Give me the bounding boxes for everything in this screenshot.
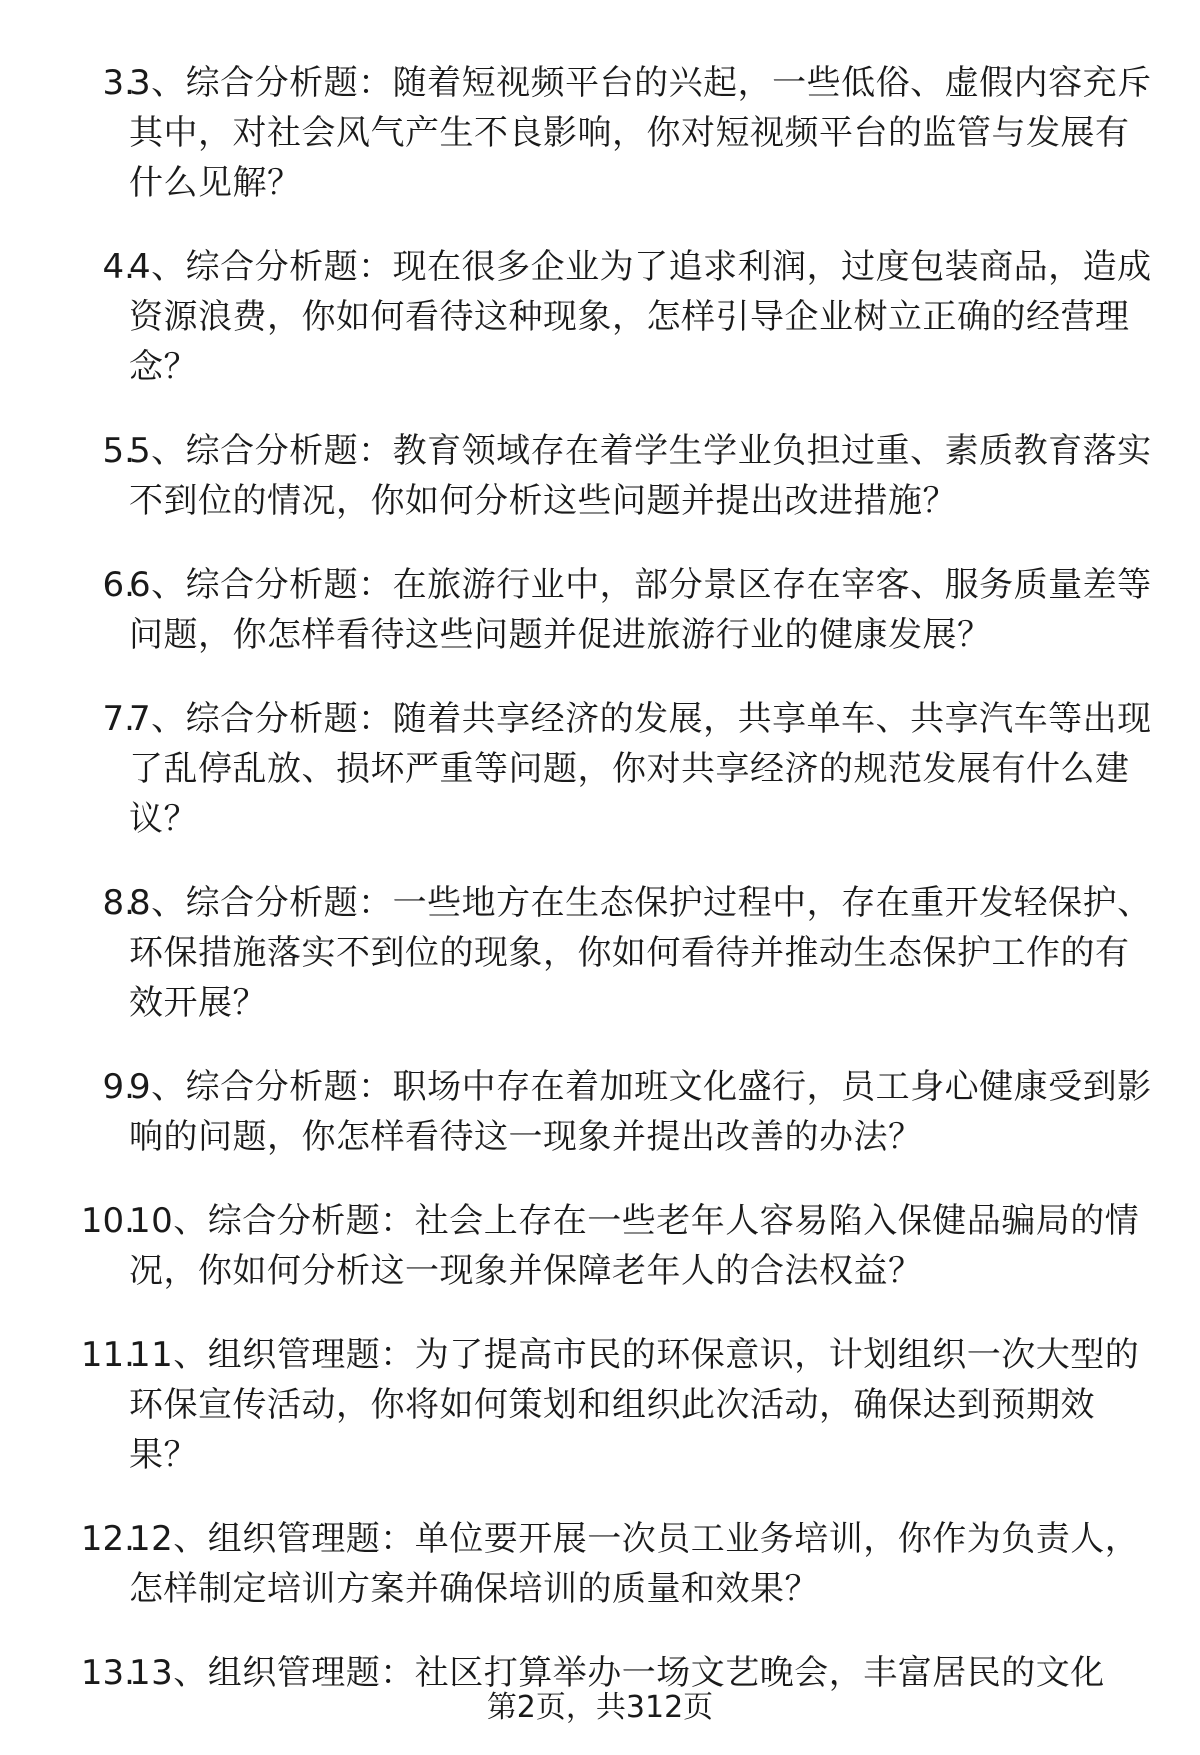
question-text: 3、综合分析题：随着短视频平台的兴起，一些低俗、虚假内容充斥其中，对社会风气产生不良影响，你对短视频平台的监管与发展有什么见解？ xyxy=(129,63,1152,203)
question-text: 12、组织管理题：单位要开展一次员工业务培训，你作为负责人，怎样制定培训方案并确保培训的质量和效果？ xyxy=(129,1519,1140,1609)
question-number: 9. xyxy=(102,1067,135,1107)
question-text: 9、综合分析题：职场中存在着加班文化盛行，员工身心健康受到影响的问题，你怎样看待这一现象并提出改善的办法？ xyxy=(129,1067,1152,1157)
question-text: 5、综合分析题：教育领域存在着学生学业负担过重、素质教育落实不到位的情况，你如何分析这些问题并提出改进措施？ xyxy=(129,431,1152,521)
question-text: 11、组织管理题：为了提高市民的环保意识，计划组织一次大型的环保宣传活动，你将如何策划和组织此次活动，确保达到预期效果？ xyxy=(129,1335,1140,1475)
question-number: 5. xyxy=(102,431,135,471)
question-number: 10. xyxy=(80,1201,135,1241)
question-text: 7、综合分析题：随着共享经济的发展，共享单车、共享汽车等出现了乱停乱放、损坏严重等问题，你对共享经济的规范发展有什么建议？ xyxy=(129,699,1152,839)
question-number: 7. xyxy=(102,699,135,739)
list-item xyxy=(0,426,1200,526)
question-text: 8、综合分析题：一些地方在生态保护过程中，存在重开发轻保护、环保措施落实不到位的现象，你如何看待并推动生态保护工作的有效开展？ xyxy=(129,883,1152,1023)
question-number: 13. xyxy=(80,1653,135,1693)
question-text: 10、综合分析题：社会上存在一些老年人容易陷入保健品骗局的情况，你如何分析这一现象并保障老年人的合法权益？ xyxy=(129,1201,1140,1291)
question-text: 13、组织管理题：社区打算举办一场文艺晚会，丰富居民的文化 xyxy=(129,1653,1105,1693)
list-item xyxy=(0,560,1200,660)
page-number-footer: 第2页，共312页 xyxy=(486,1690,714,1725)
list-item xyxy=(0,878,1200,1028)
list-item xyxy=(0,1196,1200,1296)
list-item xyxy=(0,58,1200,208)
question-number: 11. xyxy=(80,1335,135,1375)
list-item xyxy=(0,694,1200,844)
list-item xyxy=(0,1062,1200,1162)
question-number: 4. xyxy=(102,247,135,287)
question-text: 6、综合分析题：在旅游行业中，部分景区存在宰客、服务质量差等问题，你怎样看待这些问题并促进旅游行业的健康发展？ xyxy=(129,565,1152,655)
list-item xyxy=(0,1330,1200,1480)
question-text: 4、综合分析题：现在很多企业为了追求利润，过度包装商品，造成资源浪费，你如何看待这种现象，怎样引导企业树立正确的经营理念？ xyxy=(129,247,1152,387)
question-number: 3. xyxy=(102,63,135,103)
list-item xyxy=(0,242,1200,392)
question-number: 12. xyxy=(80,1519,135,1559)
list-item xyxy=(0,1514,1200,1614)
question-number: 8. xyxy=(102,883,135,923)
question-number: 6. xyxy=(102,565,135,605)
question-list xyxy=(0,58,1200,1732)
